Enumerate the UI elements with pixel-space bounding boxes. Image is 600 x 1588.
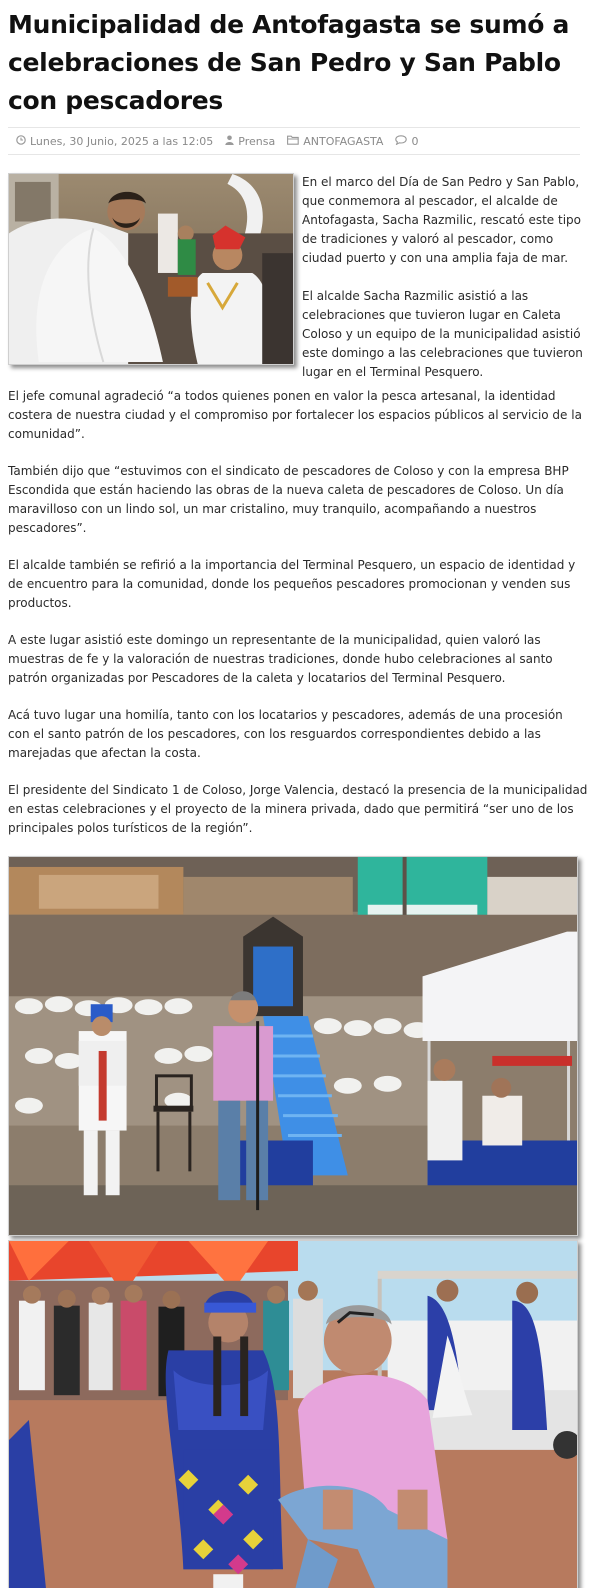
intro-text	[302, 173, 592, 401]
article-intro	[8, 173, 592, 377]
article-meta	[8, 127, 580, 155]
photo-communion	[8, 173, 294, 365]
meta-date-text: Lunes, 30 Junio, 2025 a las 12:05	[30, 134, 214, 148]
article-body	[8, 387, 588, 838]
meta-category[interactable]	[287, 135, 383, 148]
comment-icon	[395, 135, 407, 148]
folder-icon	[287, 135, 299, 148]
body-paragraph: El jefe comunal agradeció “a todos quienes ponen en valor la pesca artesanal, la identidad costera de nuestra ciudad y el compromiso por fortalecer los espacios públicos al servicio de la comunidad”.	[8, 389, 582, 441]
meta-category-text: ANTOFAGASTA	[303, 134, 384, 148]
photo-gallery	[8, 856, 580, 1588]
meta-date	[16, 135, 213, 148]
body-paragraph: A este lugar asistió este domingo un representante de la municipalidad, quien valoró las muestras de fe y la valoración de nuestras tradiciones, donde hubo celebraciones al santo patrón organizadas por Pescadores de la caleta y locatarios del Terminal Pesquero.	[8, 633, 553, 685]
meta-author-text: Prensa	[238, 134, 276, 148]
photo-mayor-child	[8, 1240, 578, 1588]
meta-comments-count: 0	[411, 134, 419, 148]
body-paragraph: También dijo que “estuvimos con el sindicato de pescadores de Coloso y con la empresa BHP Escondida que están haciendo las obras de la nueva caleta de pescadores de Coloso. Un día maravilloso con un lindo sol, un mar cristalino, muy tranquilo, acompañando a nuestros pescadores”.	[8, 464, 569, 535]
intro-paragraph: El alcalde Sacha Razmilic asistió a las celebraciones que tuvieron lugar en Caleta Coloso y un equipo de la municipalidad asistió este domingo a las celebraciones que tuvieron lugar en el Terminal Pesquero.	[302, 289, 583, 379]
photo-ceremony	[8, 856, 578, 1236]
meta-comments[interactable]	[395, 135, 418, 148]
body-paragraph: El presidente del Sindicato 1 de Coloso, Jorge Valencia, destacó la presencia de la municipalidad en estas celebraciones y el proyecto de la minera privada, dado que permitirá “ser uno de los principales polos turísticos de la región”.	[8, 783, 588, 835]
intro-paragraph: En el marco del Día de San Pedro y San Pablo, que conmemora al pescador, el alcalde de Antofagasta, Sacha Razmilic, rescató este tipo de tradiciones y valoró al pescador, como ciudad puerto y con una amplia faja de mar.	[302, 175, 581, 265]
body-paragraph: Acá tuvo lugar una homilía, tanto con los locatarios y pescadores, además de una procesión con el santo patrón de los pescadores, con los resguardos correspondientes debido a las marejadas que afectan la costa.	[8, 708, 563, 760]
user-icon	[225, 135, 234, 148]
article-title: Municipalidad de Antofagasta se sumó a celebraciones de San Pedro y San Pablo con pescadores	[8, 10, 570, 115]
body-paragraph: El alcalde también se refirió a la importancia del Terminal Pesquero, un espacio de identidad y de encuentro para la comunidad, donde los pequeños pescadores promocionan y venden sus productos.	[8, 558, 576, 610]
clock-icon	[16, 135, 26, 148]
meta-author[interactable]	[225, 135, 275, 148]
